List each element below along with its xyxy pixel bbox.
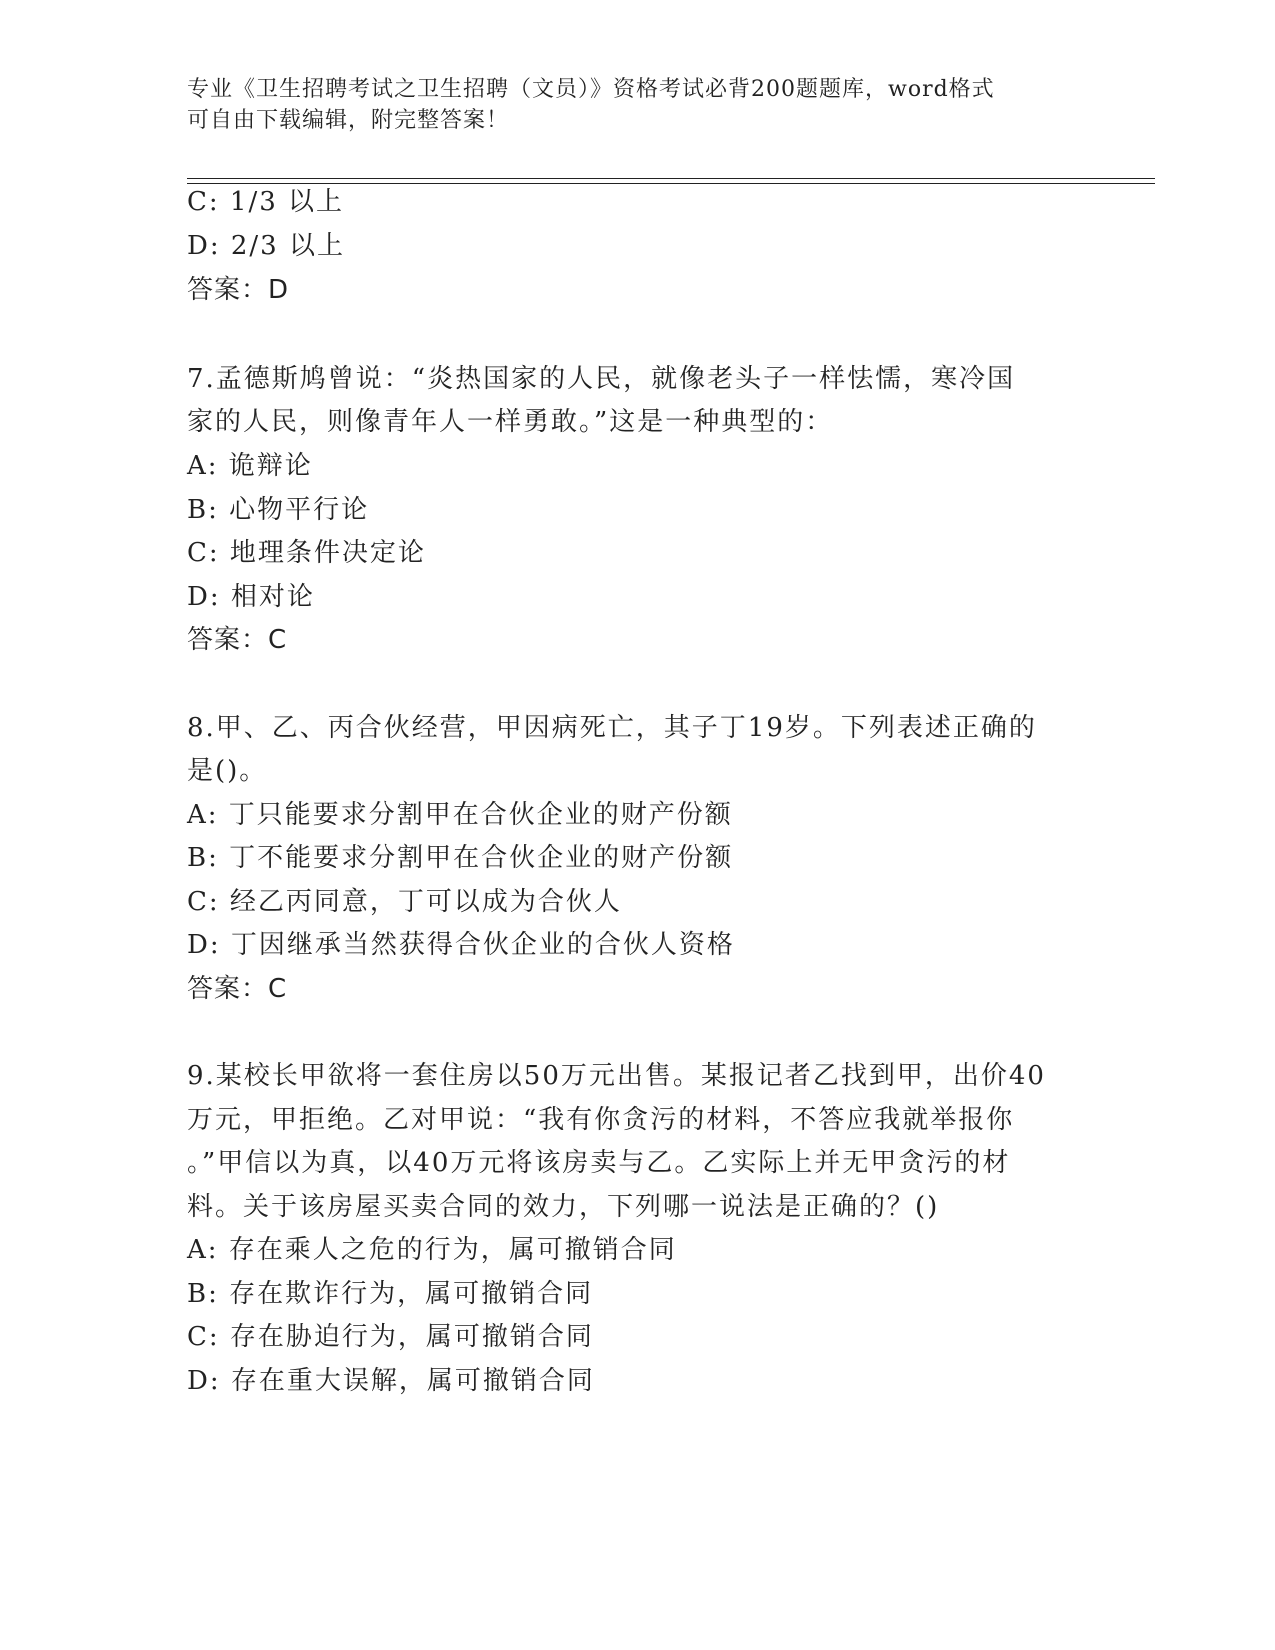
- header-title-line-1: 专业《卫生招聘考试之卫生招聘（文员）》资格考试必背200题题库，word格式: [187, 77, 995, 102]
- q9-option-a: A: 存在乘人之危的行为，属可撤销合同: [187, 1235, 677, 1265]
- q7-stem-line-2: 家的人民，则像青年人一样勇敢。”这是一种典型的：: [187, 407, 834, 437]
- q8-stem-line-1: 8.甲、乙、丙合伙经营，甲因病死亡，其子丁19岁。下列表述正确的: [187, 713, 1037, 743]
- q9-stem-line-3: 。”甲信以为真，以40万元将该房卖与乙。乙实际上并无甲贪污的材: [187, 1148, 1011, 1178]
- q7-option-c: C: 地理条件决定论: [187, 538, 426, 568]
- q9-option-d: D: 存在重大误解，属可撤销合同: [187, 1366, 595, 1396]
- header-title-line-2: 可自由下载编辑，附完整答案！: [187, 108, 510, 133]
- q9-stem-line-4: 料。关于该房屋买卖合同的效力，下列哪一说法是正确的？(): [187, 1192, 940, 1222]
- q7-option-d: D: 相对论: [187, 582, 315, 612]
- prev-option-c: C: 1/3 以上: [187, 187, 345, 217]
- q9-option-c: C: 存在胁迫行为，属可撤销合同: [187, 1322, 594, 1352]
- q7-option-b: B: 心物平行论: [187, 495, 370, 525]
- prev-answer: 答案：D: [187, 275, 290, 305]
- q7-answer: 答案：C: [187, 625, 288, 655]
- q9-stem-line-1: 9.某校长甲欲将一套住房以50万元出售。某报记者乙找到甲，出价40: [187, 1061, 1046, 1091]
- prev-option-d: D: 2/3 以上: [187, 231, 345, 261]
- q8-option-d: D: 丁因继承当然获得合伙企业的合伙人资格: [187, 930, 735, 960]
- q8-option-c: C: 经乙丙同意，丁可以成为合伙人: [187, 887, 622, 917]
- q8-answer: 答案：C: [187, 974, 288, 1004]
- q9-option-b: B: 存在欺诈行为，属可撤销合同: [187, 1279, 594, 1309]
- q8-stem-line-2: 是()。: [187, 756, 268, 786]
- header-divider-top: [187, 178, 1155, 179]
- q7-option-a: A: 诡辩论: [187, 451, 313, 481]
- q8-option-a: A: 丁只能要求分割甲在合伙企业的财产份额: [187, 800, 733, 830]
- header-divider-bottom: [187, 183, 1155, 184]
- document-header: [187, 74, 1067, 136]
- q7-stem-line-1: 7.孟德斯鸠曾说：“炎热国家的人民，就像老头子一样怯懦，寒冷国: [187, 364, 1016, 394]
- q9-stem-line-2: 万元，甲拒绝。乙对甲说：“我有你贪污的材料，不答应我就举报你: [187, 1105, 1015, 1135]
- q8-option-b: B: 丁不能要求分割甲在合伙企业的财产份额: [187, 843, 734, 873]
